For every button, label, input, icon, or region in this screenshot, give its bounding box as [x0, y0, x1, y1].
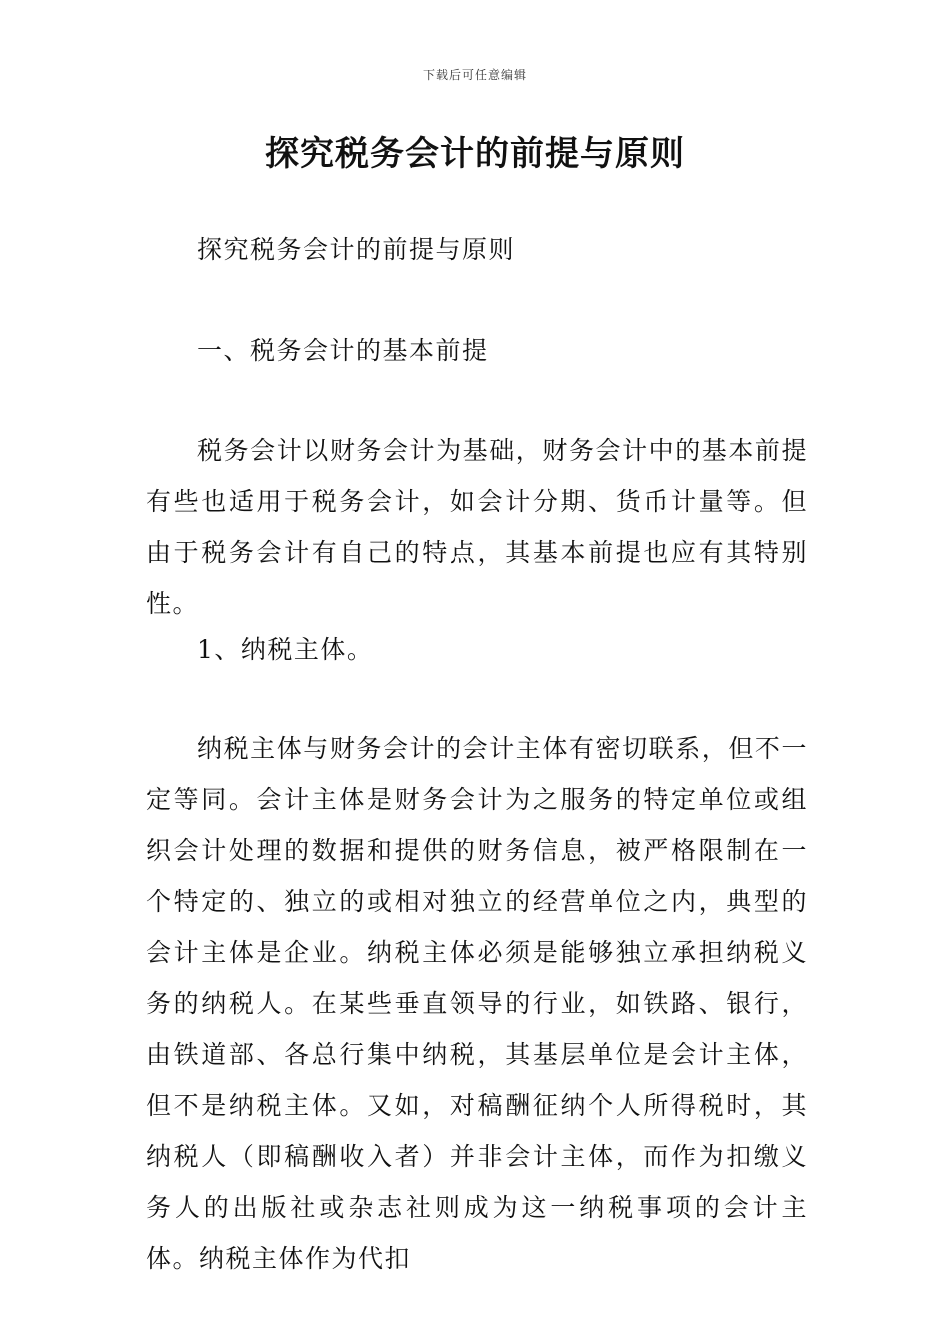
document-title: 探究税务会计的前提与原则	[265, 134, 685, 174]
section-heading-basic-premises: 一、税务会计的基本前提	[197, 336, 489, 365]
header-note: 下载后可任意编辑	[422, 68, 527, 82]
item-heading-taxpayer-entity: 1、纳税主体。	[197, 635, 374, 664]
paragraph-intro: 税务会计以财务会计为基础，财务会计中的基本前提有些也适用于税务会计，如会计分期、货币计量等。但由于税务会计有自己的特点，其基本前提也应有其特别性。	[146, 436, 808, 618]
subtitle: 探究税务会计的前提与原则	[197, 235, 516, 264]
paragraph-taxpayer-entity: 纳税主体与财务会计的会计主体有密切联系，但不一定等同。会计主体是财务会计为之服务的特定单位或组织会计处理的数据和提供的财务信息，被严格限制在一个特定的、独立的或相对独立的经营单位之内，典型的会计主体是企业。纳税主体必须是能够独立承担纳税义务的纳税人。在某些垂直领导的行业，如铁路、银行，由铁道部、各总行集中纳税，其基层单位是会计主体，但不是纳税主体。又如，对稿酬征纳个人所得税时，其纳税人（即稿酬收入者）并非会计主体，而作为扣缴义务人的出版社或杂志社则成为这一纳税事项的会计主体。纳税主体作为代扣	[146, 734, 808, 1273]
